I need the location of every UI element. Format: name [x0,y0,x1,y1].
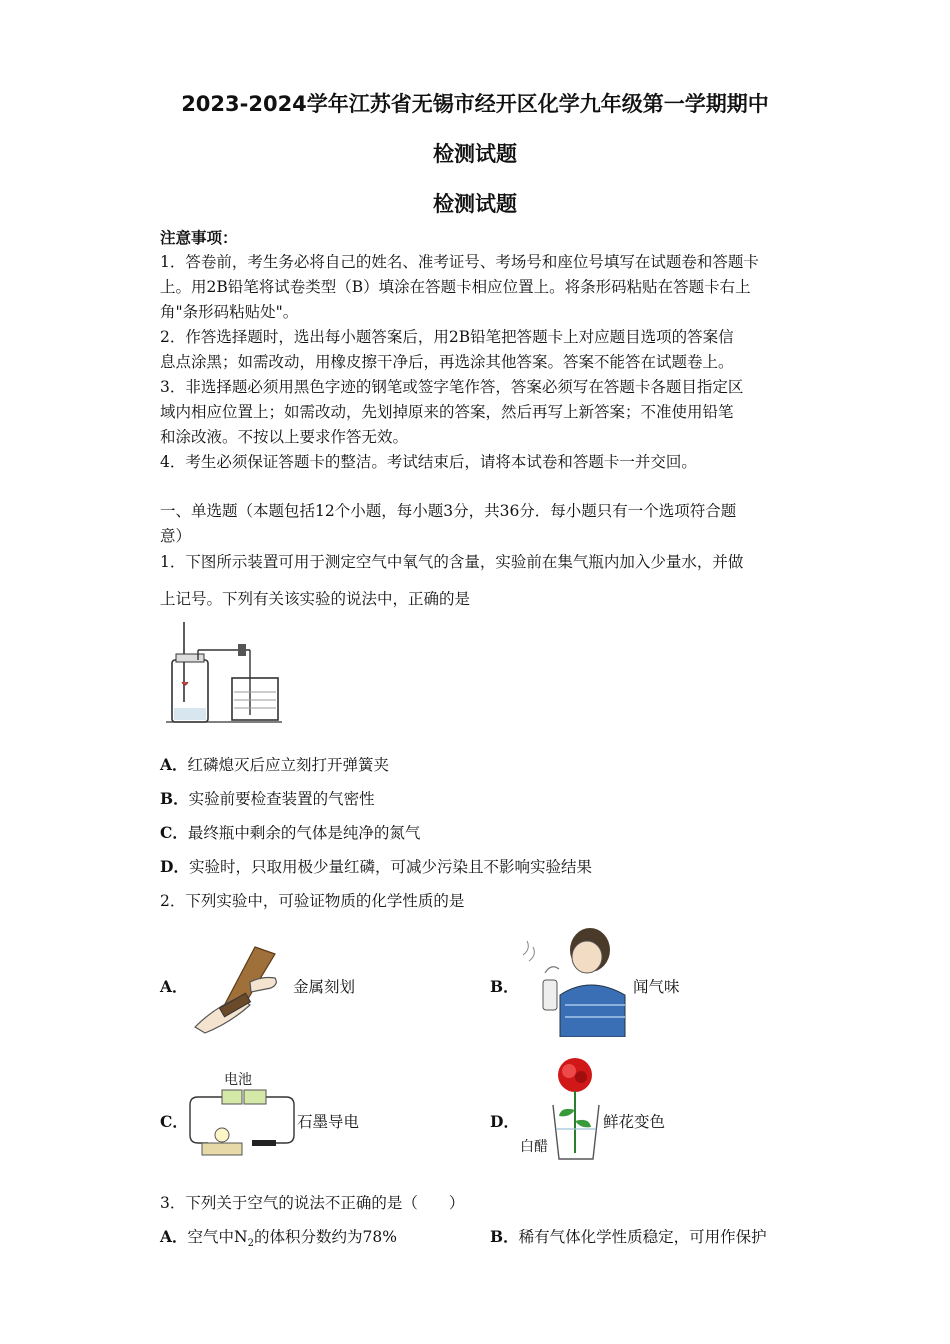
exam-subtitle: 检测试题 [433,192,517,216]
option-text: 稀有气体化学性质稳定，可用作保护 [518,1228,767,1246]
q2-vinegar-label: 白醋 [520,1139,548,1155]
option-text: 实验前要检查装置的气密性 [188,790,375,808]
notice-line: 和涂改液。不按以上要求作答无效。 [160,428,409,446]
option-label: A． [160,755,188,774]
option-text-post: 的体积分数约为78% [253,1228,397,1246]
q2-option-a-label: A． [160,977,188,996]
notice-line: 息点涂黑；如需改动，用橡皮擦干净后，再选涂其他答案。答案不能答在试题卷上。 [160,353,734,371]
exam-title-line1: 2023-2024学年江苏省无锡市经开区化学九年级第一学期期中 [181,92,769,116]
q3-option-a [160,1227,480,1254]
q2-option-c-caption: 石墨导电 [297,1113,360,1131]
q1-option-c [160,823,800,843]
q2-option-b-caption: 闻气味 [633,978,680,996]
option-label: B． [490,1227,519,1246]
q1-apparatus-figure [160,620,285,725]
notice-line: 角"条形码粘贴处"。 [160,303,299,321]
q2-metal-scratch-figure [190,942,295,1037]
notice-line: 上。用2B铅笔将试卷类型（B）填涂在答题卡相应位置上。将条形码粘贴在答题卡右上 [160,278,751,296]
option-text-pre: 空气中N [187,1228,248,1246]
q2-option-a-caption: 金属刻划 [293,978,356,996]
q2-flower-figure [545,1055,607,1165]
option-text: 实验时，只取用极少量红磷，可减少污染且不影响实验结果 [188,858,592,876]
q2-battery-label: 电池 [224,1072,252,1088]
subscript: 2 [247,1238,254,1250]
notice-line: 域内相应位置上；如需改动，先划掉原来的答案，然后再写上新答案；不准使用铅笔 [160,403,734,421]
q2-stem: 2．下列实验中，可验证物质的化学性质的是 [160,892,465,910]
option-text: 最终瓶中剩余的气体是纯净的氮气 [187,824,421,842]
q2-option-d-label: D． [490,1112,519,1131]
q2-option-d-caption: 鲜花变色 [603,1113,666,1131]
option-text: 红磷熄灭后应立刻打开弹簧夹 [187,756,390,774]
notice-line: 3．非选择题必须用黑色字迹的钢笔或签字笔作答，答案必须写在答题卡各题目指定区 [160,378,744,396]
q2-smelling-figure [515,925,633,1037]
q1-option-a [160,755,800,775]
section-heading: 一、单选题（本题包括12个小题，每小题3分，共36分．每小题只有一个选项符合题 [160,502,737,520]
option-label: A． [160,1227,188,1246]
q1-stem-cont: 上记号。下列有关该实验的说法中，正确的是 [160,590,471,608]
q1-option-d [160,857,800,877]
q1-option-b [160,789,800,809]
section-heading-cont: 意） [160,527,192,545]
option-label: B． [160,789,189,808]
q3-option-b [490,1227,800,1247]
option-label: C． [160,823,188,842]
q2-graphite-circuit-figure [188,1085,298,1160]
q1-stem: 1．下图所示装置可用于测定空气中氧气的含量，实验前在集气瓶内加入少量水，并做 [160,553,744,571]
q3-stem: 3．下列关于空气的说法不正确的是（ ） [160,1194,465,1212]
q2-option-c-label: C． [160,1112,188,1131]
notice-line: 4．考生必须保证答题卡的整洁。考试结束后，请将本试卷和答题卡一并交回。 [160,453,697,471]
exam-title-line2: 检测试题 [433,142,517,166]
option-label: D． [160,857,189,876]
notice-heading: 注意事项： [160,228,238,247]
q2-option-b-label: B． [490,977,519,996]
notice-line: 1．答卷前，考生务必将自己的姓名、准考证号、考场号和座位号填写在试题卷和答题卡 [160,253,759,271]
notice-line: 2．作答选择题时，选出每小题答案后，用2B铅笔把答题卡上对应题目选项的答案信 [160,328,734,346]
